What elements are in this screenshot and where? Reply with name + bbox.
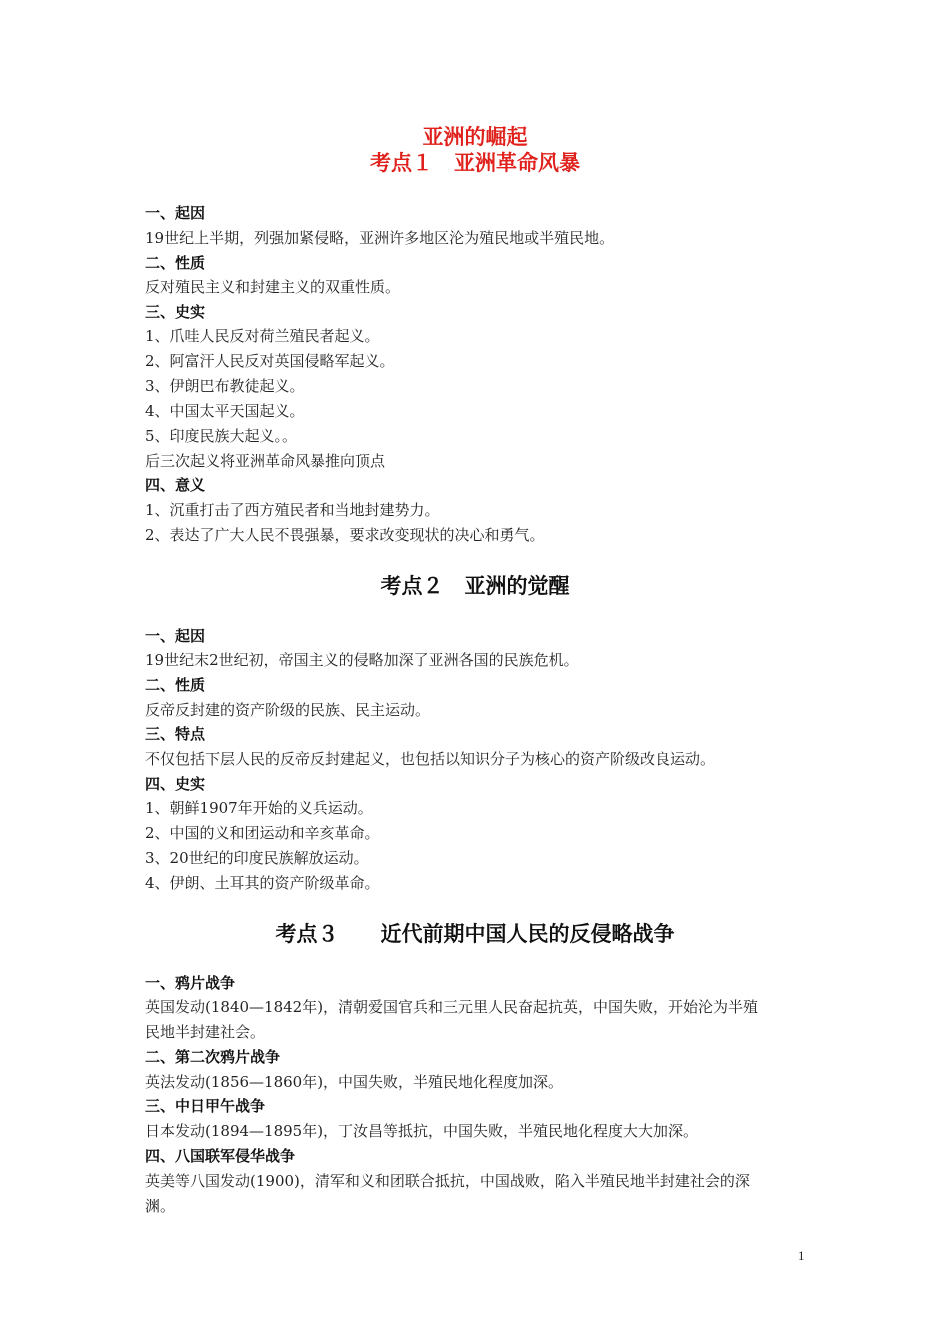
k2-heading-feature: 三、特点 xyxy=(145,725,206,743)
k1-heading-significance: 四、意义 xyxy=(145,476,206,494)
k3-text-opium-war-1: 英国发动(1840—1842年)，清朝爱国官兵和三元里人民奋起抗英，中国失败，开始沦为半殖 xyxy=(145,998,759,1016)
k3-heading-eight-nation: 四、八国联军侵华战争 xyxy=(145,1147,296,1165)
k3-text-eight-nation-2: 渊。 xyxy=(145,1197,176,1215)
k1-text-nature: 反对殖民主义和封建主义的双重性质。 xyxy=(145,278,401,296)
k1-heading-facts: 三、史实 xyxy=(145,303,206,321)
k2-text-feature: 不仅包括下层人民的反帝反封建起义，也包括以知识分子为核心的资产阶级改良运动。 xyxy=(145,750,716,768)
k1-fact-4: 4、中国太平天国起义。 xyxy=(145,402,305,420)
k2-fact-2: 2、中国的义和团运动和辛亥革命。 xyxy=(145,824,380,842)
k2-text-cause: 19世纪末2世纪初，帝国主义的侵略加深了亚洲各国的民族危机。 xyxy=(145,651,579,669)
k1-fact-5: 5、印度民族大起义。。 xyxy=(145,427,298,445)
section-2-title: 考点２ 亚洲的觉醒 xyxy=(380,574,570,598)
page-number: 1 xyxy=(798,1248,805,1263)
k2-fact-3: 3、20世纪的印度民族解放运动。 xyxy=(145,849,369,867)
k2-heading-nature: 二、性质 xyxy=(145,676,206,694)
k3-text-second-opium-war: 英法发动(1856—1860年)，中国失败，半殖民地化程度加深。 xyxy=(145,1073,564,1091)
k1-significance-2: 2、表达了广大人民不畏强暴，要求改变现状的决心和勇气。 xyxy=(145,526,545,544)
k2-heading-facts: 四、史实 xyxy=(145,775,206,793)
k3-heading-second-opium-war: 二、第二次鸦片战争 xyxy=(145,1048,281,1066)
k2-fact-1: 1、朝鲜1907年开始的义兵运动。 xyxy=(145,799,373,817)
k3-heading-sino-japanese-war: 三、中日甲午战争 xyxy=(145,1097,266,1115)
k2-heading-cause: 一、起因 xyxy=(145,627,206,645)
main-title: 亚洲的崛起 xyxy=(422,125,528,149)
k1-fact-1: 1、爪哇人民反对荷兰殖民者起义。 xyxy=(145,327,380,345)
k2-fact-4: 4、伊朗、土耳其的资产阶级革命。 xyxy=(145,874,380,892)
k1-significance-1: 1、沉重打击了西方殖民者和当地封建势力。 xyxy=(145,501,440,519)
k1-heading-nature: 二、性质 xyxy=(145,254,206,272)
k1-fact-note: 后三次起义将亚洲革命风暴推向顶点 xyxy=(145,452,386,470)
k3-heading-opium-war: 一、鸦片战争 xyxy=(145,974,236,992)
k3-text-sino-japanese-war: 日本发动(1894—1895年)，丁汝昌等抵抗，中国失败，半殖民地化程度大大加深。 xyxy=(145,1122,699,1140)
k1-fact-3: 3、伊朗巴布教徒起义。 xyxy=(145,377,305,395)
k1-text-cause: 19世纪上半期，列强加紧侵略，亚洲许多地区沦为殖民地或半殖民地。 xyxy=(145,229,615,247)
section-1-title: 考点１ 亚洲革命风暴 xyxy=(370,151,580,175)
k2-text-nature: 反帝反封建的资产阶级的民族、民主运动。 xyxy=(145,701,431,719)
k3-text-opium-war-2: 民地半封建社会。 xyxy=(145,1023,266,1041)
k3-text-eight-nation-1: 英美等八国发动(1900)，清军和义和团联合抵抗，中国战败，陷入半殖民地半封建社会的深 xyxy=(145,1172,750,1190)
k1-fact-2: 2、阿富汗人民反对英国侵略军起义。 xyxy=(145,352,395,370)
section-3-title: 考点３ 近代前期中国人民的反侵略战争 xyxy=(275,922,675,946)
k1-heading-cause: 一、起因 xyxy=(145,204,206,222)
